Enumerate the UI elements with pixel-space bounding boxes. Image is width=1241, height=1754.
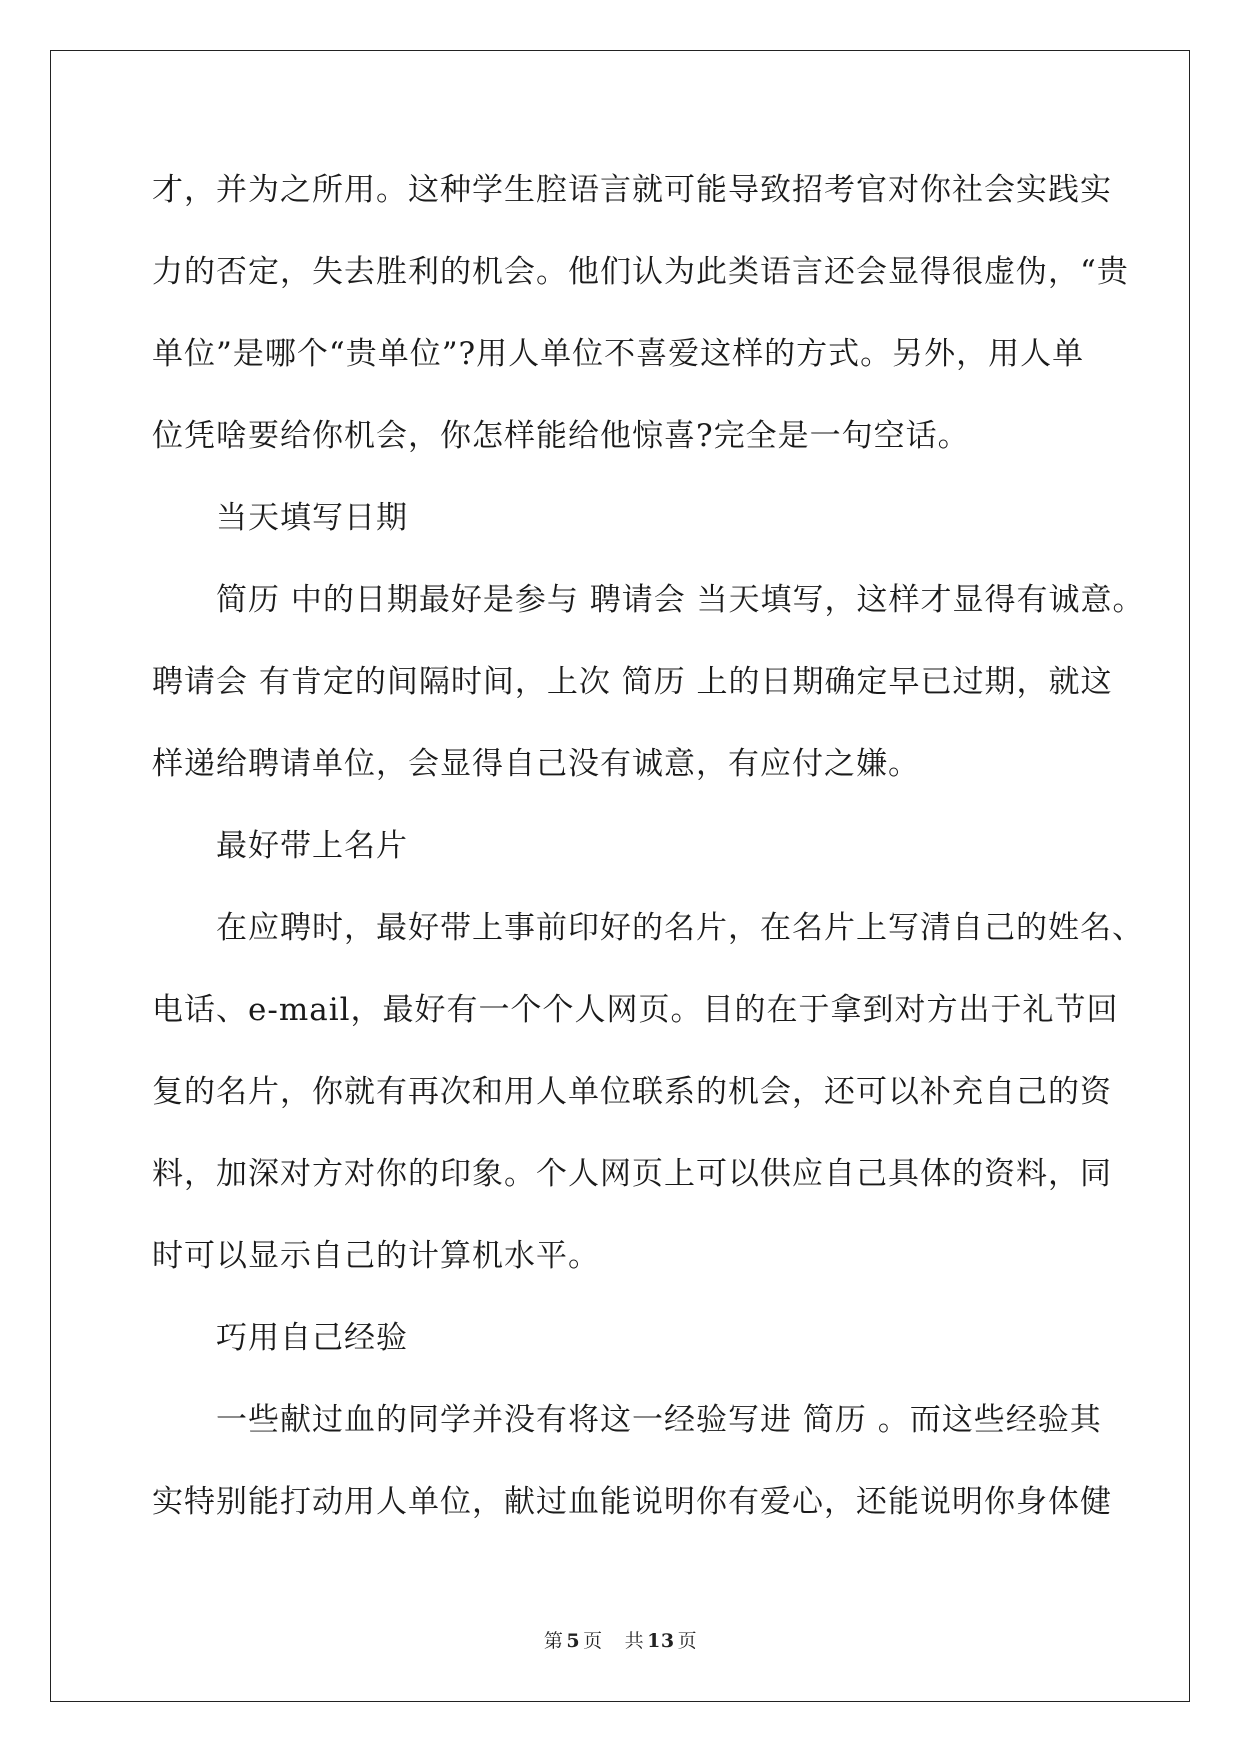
text-line: 单位”是哪个“贵单位”?用人单位不喜爱这样的方式。另外，用人单 — [152, 336, 1085, 372]
paragraph-start: 在应聘时，最好带上事前印好的名片，在名片上写清自己的姓名、 — [216, 910, 1144, 946]
paragraph-start: 简历 中的日期最好是参与 聘请会 当天填写，这样才显得有诚意。 — [216, 582, 1145, 618]
page-suffix: 页 — [583, 1630, 603, 1652]
section-heading: 巧用自己经验 — [216, 1320, 408, 1356]
section-heading: 当天填写日期 — [216, 500, 408, 536]
text-line: 时可以显示自己的计算机水平。 — [152, 1238, 600, 1274]
total-pages: 13 — [647, 1630, 675, 1652]
paragraph-start: 一些献过血的同学并没有将这一经验写进 简历 。而这些经验其 — [216, 1402, 1102, 1438]
total-prefix: 共 — [624, 1630, 645, 1652]
text-line: 才，并为之所用。这种学生腔语言就可能导致招考官对你社会实践实 — [152, 172, 1112, 208]
page-footer — [0, 1629, 1241, 1653]
text-line: 料，加深对方对你的印象。个人网页上可以供应自己具体的资料，同 — [152, 1156, 1112, 1192]
page-prefix: 第 — [543, 1630, 564, 1652]
text-line: 力的否定，失去胜利的机会。他们认为此类语言还会显得很虚伪，“贵 — [152, 254, 1129, 290]
text-line: 聘请会 有肯定的间隔时间，上次 简历 上的日期确定早已过期，就这 — [152, 664, 1113, 700]
document-body — [152, 162, 1145, 1556]
text-line: 复的名片，你就有再次和用人单位联系的机会，还可以补充自己的资 — [152, 1074, 1112, 1110]
total-suffix: 页 — [677, 1630, 698, 1652]
page-number: 5 — [566, 1630, 581, 1652]
text-line: 位凭啥要给你机会，你怎样能给他惊喜?完全是一句空话。 — [152, 418, 970, 454]
text-line: 实特别能打动用人单位，献过血能说明你有爱心，还能说明你身体健 — [152, 1484, 1112, 1520]
text-line: 电话、e-mail，最好有一个个人网页。目的在于拿到对方出于礼节回 — [152, 992, 1119, 1028]
text-line: 样递给聘请单位，会显得自己没有诚意，有应付之嫌。 — [152, 746, 920, 782]
section-heading: 最好带上名片 — [216, 828, 408, 864]
